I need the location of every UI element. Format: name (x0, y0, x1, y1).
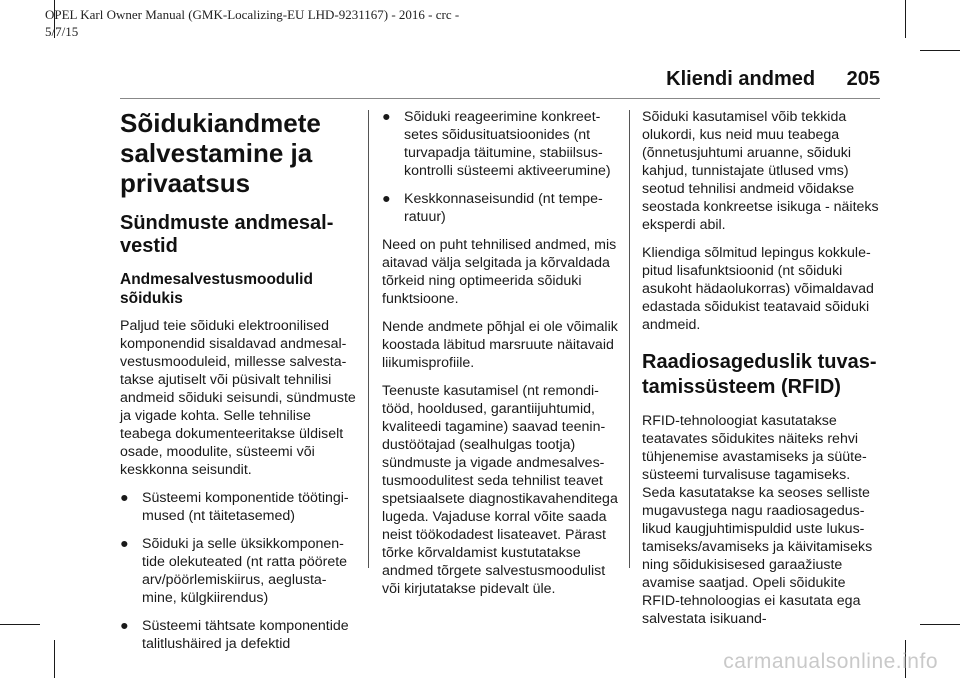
meta-line-1: OPEL Karl Owner Manual (GMK-Localizing-EU LHD-9231167) - 2016 - crc - (45, 7, 460, 22)
bullet-list (120, 489, 356, 653)
paragraph: RFID-tehnoloogiat kasutatakse teatavates sõidukites näiteks rehvi tühjenemise avastamiseks ja süütesüsteemi turvalisuse tagamiseks. Seda kasutatakse ka seoses selliste mugavustega nagu raadiosageduslikud kaugjuhtimispuldid uste lukustamiseks/avamiseks ja käivitamiseks ning sõidukisisesed garaažiuste avamise saatjad. Opeli sõidukite RFID-tehnoloogias ei kasutata ega salvestata isikuand- (642, 413, 873, 627)
bullet-icon: ● (382, 191, 391, 207)
subsection-heading: Andmesalvestusmoodulid sõidukis (120, 271, 313, 307)
bullet-icon: ● (382, 109, 391, 125)
list-item-text: Süsteemi tähtsate komponentide talitlushäired ja defektid (142, 618, 349, 652)
column-3 (642, 108, 880, 638)
meta-line-2: 5/7/15 (45, 24, 79, 39)
paragraph: Paljud teie sõiduki elektroonilised komponendid sisaldavad andmesalvestusmooduleid, millesse salvestatakse ajutiselt või püsivalt tehnilisi andmeid sõiduki seisundi, sündmuste ja vigade kohta. Selle tehnilise teabega dokumenteeritakse üldiselt osade, moodulite, süsteemi või keskkonna seisundit. (120, 318, 356, 478)
paragraph: Nende andmete põhjal ei ole võimalik koostada läbitud marsruute näitavaid liikumisprofiile. (382, 319, 618, 371)
list-item-text: Süsteemi komponentide töötingimused (nt täitetasemed) (142, 490, 349, 524)
crop-mark-top-right (905, 0, 906, 38)
crop-mark-top-right-h (920, 50, 960, 51)
page-number: 205 (846, 68, 880, 90)
column-divider-1 (368, 110, 369, 568)
list-item (120, 535, 356, 607)
crop-mark-bottom-left (54, 640, 55, 678)
column-2 (382, 108, 618, 608)
document-meta (45, 6, 515, 40)
section-heading: Sündmuste andmesalvestid (120, 212, 334, 257)
crop-mark-bottom-right-h (920, 624, 960, 625)
section-title: Kliendi andmed (666, 68, 816, 90)
paragraph: Sõiduki kasutamisel võib tekkida olukordi, kus neid muu teabega (õnnetusjuhtumi aruanne, sõiduki kahjud, tunnistajate ütlused vms) seotud tehnilisi andmeid võidakse seostada konkreetse isikuga - näiteks eksperdi abil. (642, 109, 879, 233)
crop-mark-bottom-left-h (0, 624, 40, 625)
list-item-text: Sõiduki reageerimine konkreetsetes sõidusituatsioonides (nt turvapadja täitumine, stabiilsuskontrolli süsteemi aktiveerumine) (404, 109, 611, 179)
bullet-icon: ● (120, 618, 129, 634)
column-divider-2 (629, 110, 630, 568)
bullet-icon: ● (120, 536, 129, 552)
list-item-text: Sõiduki ja selle üksikkomponentide olekuteated (nt ratta pöörete arv/pöörlemiskiirus, aeglustamine, külgkiirendus) (142, 536, 348, 606)
section-heading: Raadiosageduslik tuvastamissüsteem (RFID) (642, 351, 877, 398)
watermark: carmanualsonline.info (723, 650, 938, 673)
bullet-icon: ● (120, 490, 129, 506)
list-item-text: Keskkonnaseisundid (nt temperatuur) (404, 191, 603, 225)
paragraph: Need on puht tehnilised andmed, mis aitavad välja selgitada ja kõrvaldada tõrkeid ning optimeerida sõiduki funktsioone. (382, 237, 617, 307)
list-item (120, 489, 356, 525)
list-item (120, 617, 356, 653)
paragraph: Teenuste kasutamisel (nt remonditööd, hooldused, garantiijuhtumid, kvaliteedi tagamine) saavad teenindustöötajad (sealhulgas tootja) sündmuste ja vigade andmesalvestusmoodulitest seda tehnilist teavet spetsiaalsete diagnostikavahenditega lugeda. Vajaduse korral võite saada neist töökodadest lisateavet. Pärast tõrke kõrvaldamist kustutatakse andmed tõrgete salvestusmoodulist või kirjutatakse pidevalt üle. (382, 383, 618, 597)
column-1 (120, 108, 356, 663)
running-head (666, 68, 880, 91)
bullet-list (382, 108, 618, 226)
list-item (382, 190, 618, 226)
paragraph: Kliendiga sõlmitud lepingus kokkulepitud lisafunktsioonid (nt sõiduki asukoht hädaolukorras) võimaldavad edastada sõidukist teatavaid sõiduki andmeid. (642, 245, 874, 333)
chapter-title: Sõidukiandmete salvestamine ja privaatsus (120, 108, 321, 198)
header-rule (120, 98, 880, 99)
list-item (382, 108, 618, 180)
